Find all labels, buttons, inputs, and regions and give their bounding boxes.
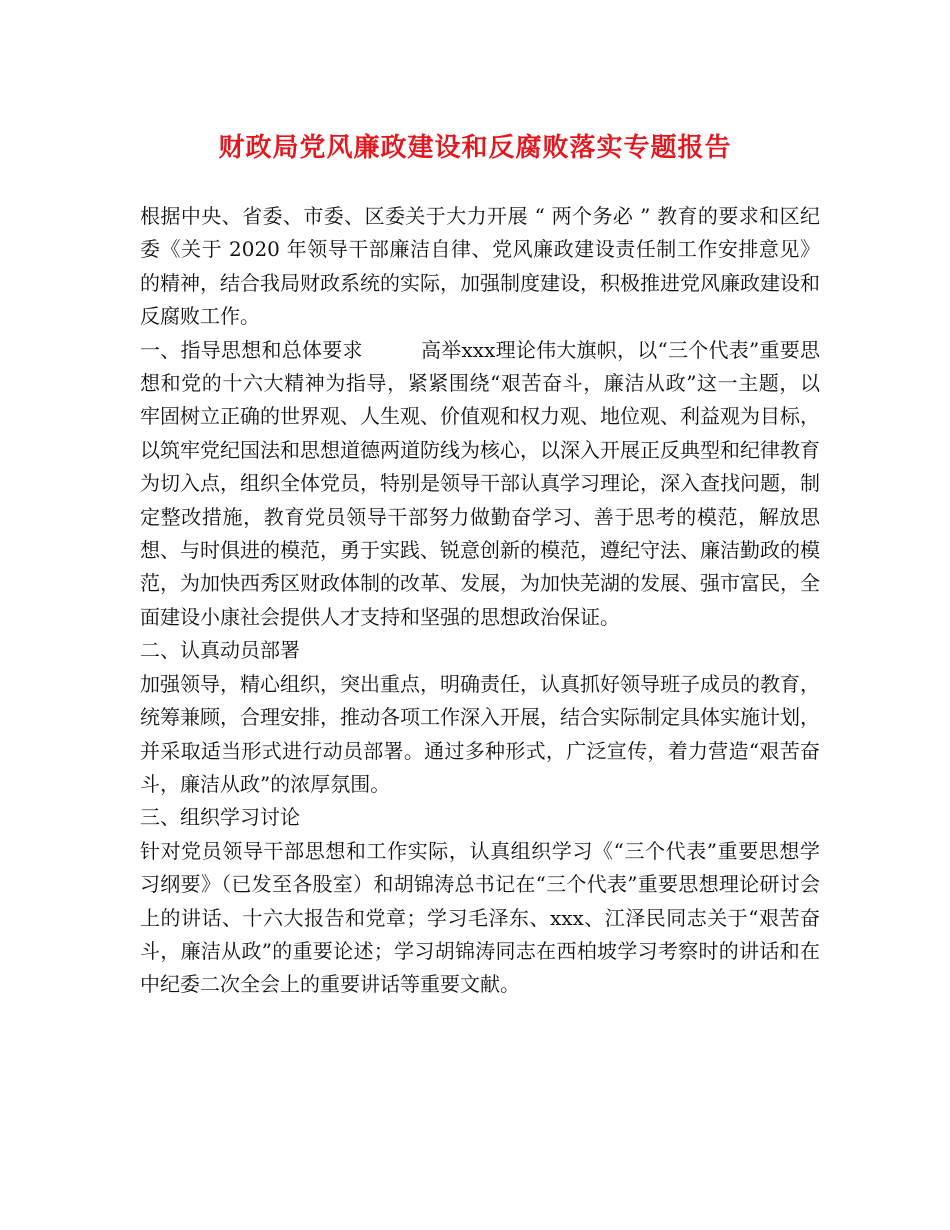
section-2-heading: 二、认真动员部署: [140, 638, 300, 663]
section-2-text: 加强领导，精心组织，突出重点，明确责任，认真抓好领导班子成员的教育，统筹兼顾，合理安排，推动各项工作深入开展，结合实际制定具体实施计划，并采取适当形式进行动员部署。通过多种形式，广泛宣传，着力营造“艰苦奋斗，廉洁从政”的浓厚氛围。: [140, 671, 820, 796]
section-3-heading: 三、组织学习讨论: [140, 805, 300, 830]
document-body: [140, 200, 820, 1002]
document-title: 财政局党风廉政建设和反腐败落实专题报告: [218, 133, 732, 163]
section-1-heading: 一、指导思想和总体要求: [140, 337, 363, 362]
section-3-text: 针对党员领导干部思想和工作实际，认真组织学习《“三个代表”重要思想学习纲要》（已发至各股室）和胡锦涛总书记在“三个代表”重要思想理论研讨会上的讲话、十六大报告和党章；学习毛泽东、xxx、江泽民同志关于“艰苦奋斗，廉洁从政”的重要论述；学习胡锦涛同志在西柏坡学习考察时的讲话和在中纪委二次全会上的重要讲话等重要文献。: [140, 838, 820, 997]
section-1-text: 高举xxx理论伟大旗帜，以“三个代表”重要思想和党的十六大精神为指导，紧紧围绕“艰苦奋斗，廉洁从政”这一主题，以牢固树立正确的世界观、人生观、价值观和权力观、地位观、利益观为目标，以筑牢党纪国法和思想道德两道防线为核心，以深入开展正反典型和纪律教育为切入点，组织全体党员，特别是领导干部认真学习理论，深入查找问题，制定整改措施，教育党员领导干部努力做勤奋学习、善于思考的模范，解放思想、与时俱进的模范，勇于实践、锐意创新的模范，遵纪守法、廉洁勤政的模范，为加快西秀区财政体制的改革、发展，为加快芜湖的发展、强市富民，全面建设小康社会提供人才支持和坚强的思想政治保证。: [140, 337, 820, 629]
intro-paragraph: 根据中央、省委、市委、区委关于大力开展 “ 两个务必 ” 教育的要求和区纪委《关于 2020 年领导干部廉洁自律、党风廉政建设责任制工作安排意见》的精神，结合我局财政系统的实际，加强制度建设，积极推进党风廉政建设和反腐败工作。: [140, 204, 820, 329]
section-1-paragraph: [140, 334, 820, 635]
